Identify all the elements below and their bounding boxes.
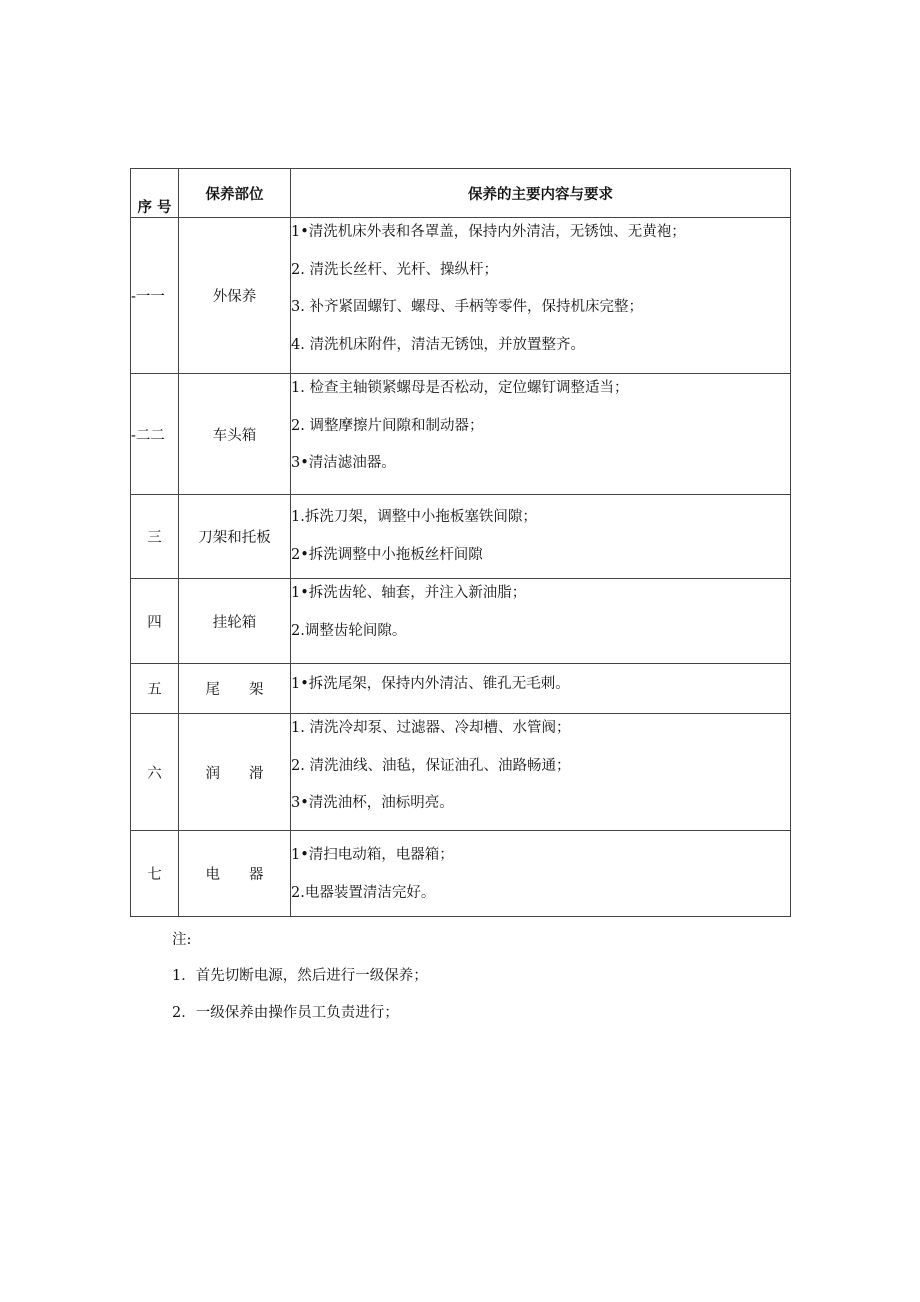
row-seq: 三 [131,495,179,579]
table-row [131,495,791,579]
content-line: 2.调整齿轮间隙。 [291,622,407,639]
content-line: 1•拆洗齿轮、轴套，并注入新油脂； [291,585,527,601]
content-line: 1. 检查主轴锁紧螺母是否松动，定位螺钉调整适当； [291,380,629,396]
row-seq: 七 [131,831,179,917]
row-content [291,218,791,374]
content-line: 1. 清洗冷却泵、过滤器、冷却槽、水管阀； [291,720,571,736]
row-content [291,831,791,917]
content-line: 2. 清洗油线、油毡，保证油孔、油路畅通； [291,757,571,774]
row-content [291,495,791,579]
row-content [291,664,791,714]
row-seq: 五 [131,664,179,714]
header-content: 保养的主要内容与要求 [291,169,791,218]
content-line: 3. 补齐紧固螺钉、螺母、手柄等零件，保持机床完整； [291,299,643,315]
header-part: 保养部位 [179,169,291,218]
content-line: 3•清洗油杯，油标明亮。 [291,795,454,811]
content-line: 2. 清洗长丝杆、光杆、操纵杆； [291,261,498,278]
content-line: 1•清洗机床外表和各罩盖，保持内外清洁，无锈蚀、无黄袍； [291,224,686,240]
table-row [131,218,791,374]
content-line: 2. 调整摩擦片间隙和制动器； [291,417,484,434]
row-seq: -二二 [131,374,179,495]
row-part: 电 器 [179,831,291,917]
content-line: 2•拆洗调整中小拖板丝杆间隙 [291,546,483,563]
row-part: 润 滑 [179,714,291,831]
row-seq: 六 [131,714,179,831]
content-line: 3•清洁滤油器。 [291,455,396,471]
row-content [291,374,791,495]
content-line: 1•拆洗尾架，保持内外清沽、锥孔无毛刺。 [291,675,570,692]
note-item: 1．首先切断电源，然后进行一级保养； [172,968,428,984]
table-row [131,579,791,664]
content-line: 2.电器装置清洁完好。 [291,884,436,901]
table-row [131,831,791,917]
content-line: 1•清扫电动箱，电器箱； [291,847,454,863]
row-part: 车头箱 [179,374,291,495]
row-part: 刀架和托板 [179,495,291,579]
row-content [291,579,791,664]
row-content [291,714,791,831]
content-line: 1.拆洗刀架，调整中小拖板塞铁间隙； [291,509,537,525]
note-item: 2．一级保养由操作员工负责进行； [172,1005,399,1021]
table-header-row [131,169,791,218]
row-part: 外保养 [179,218,291,374]
notes-title: 注: [172,932,192,948]
content-line: 4. 清洗机床附件，清洁无锈蚀，并放置整齐。 [291,336,585,353]
row-seq: 四 [131,579,179,664]
table-row [131,374,791,495]
maintenance-table [130,168,791,917]
header-seq: 序 号 [131,169,179,218]
row-part: 尾 架 [179,664,291,714]
table-row [131,714,791,831]
row-seq: -一一 [131,218,179,374]
table-row [131,664,791,714]
row-part: 挂轮箱 [179,579,291,664]
